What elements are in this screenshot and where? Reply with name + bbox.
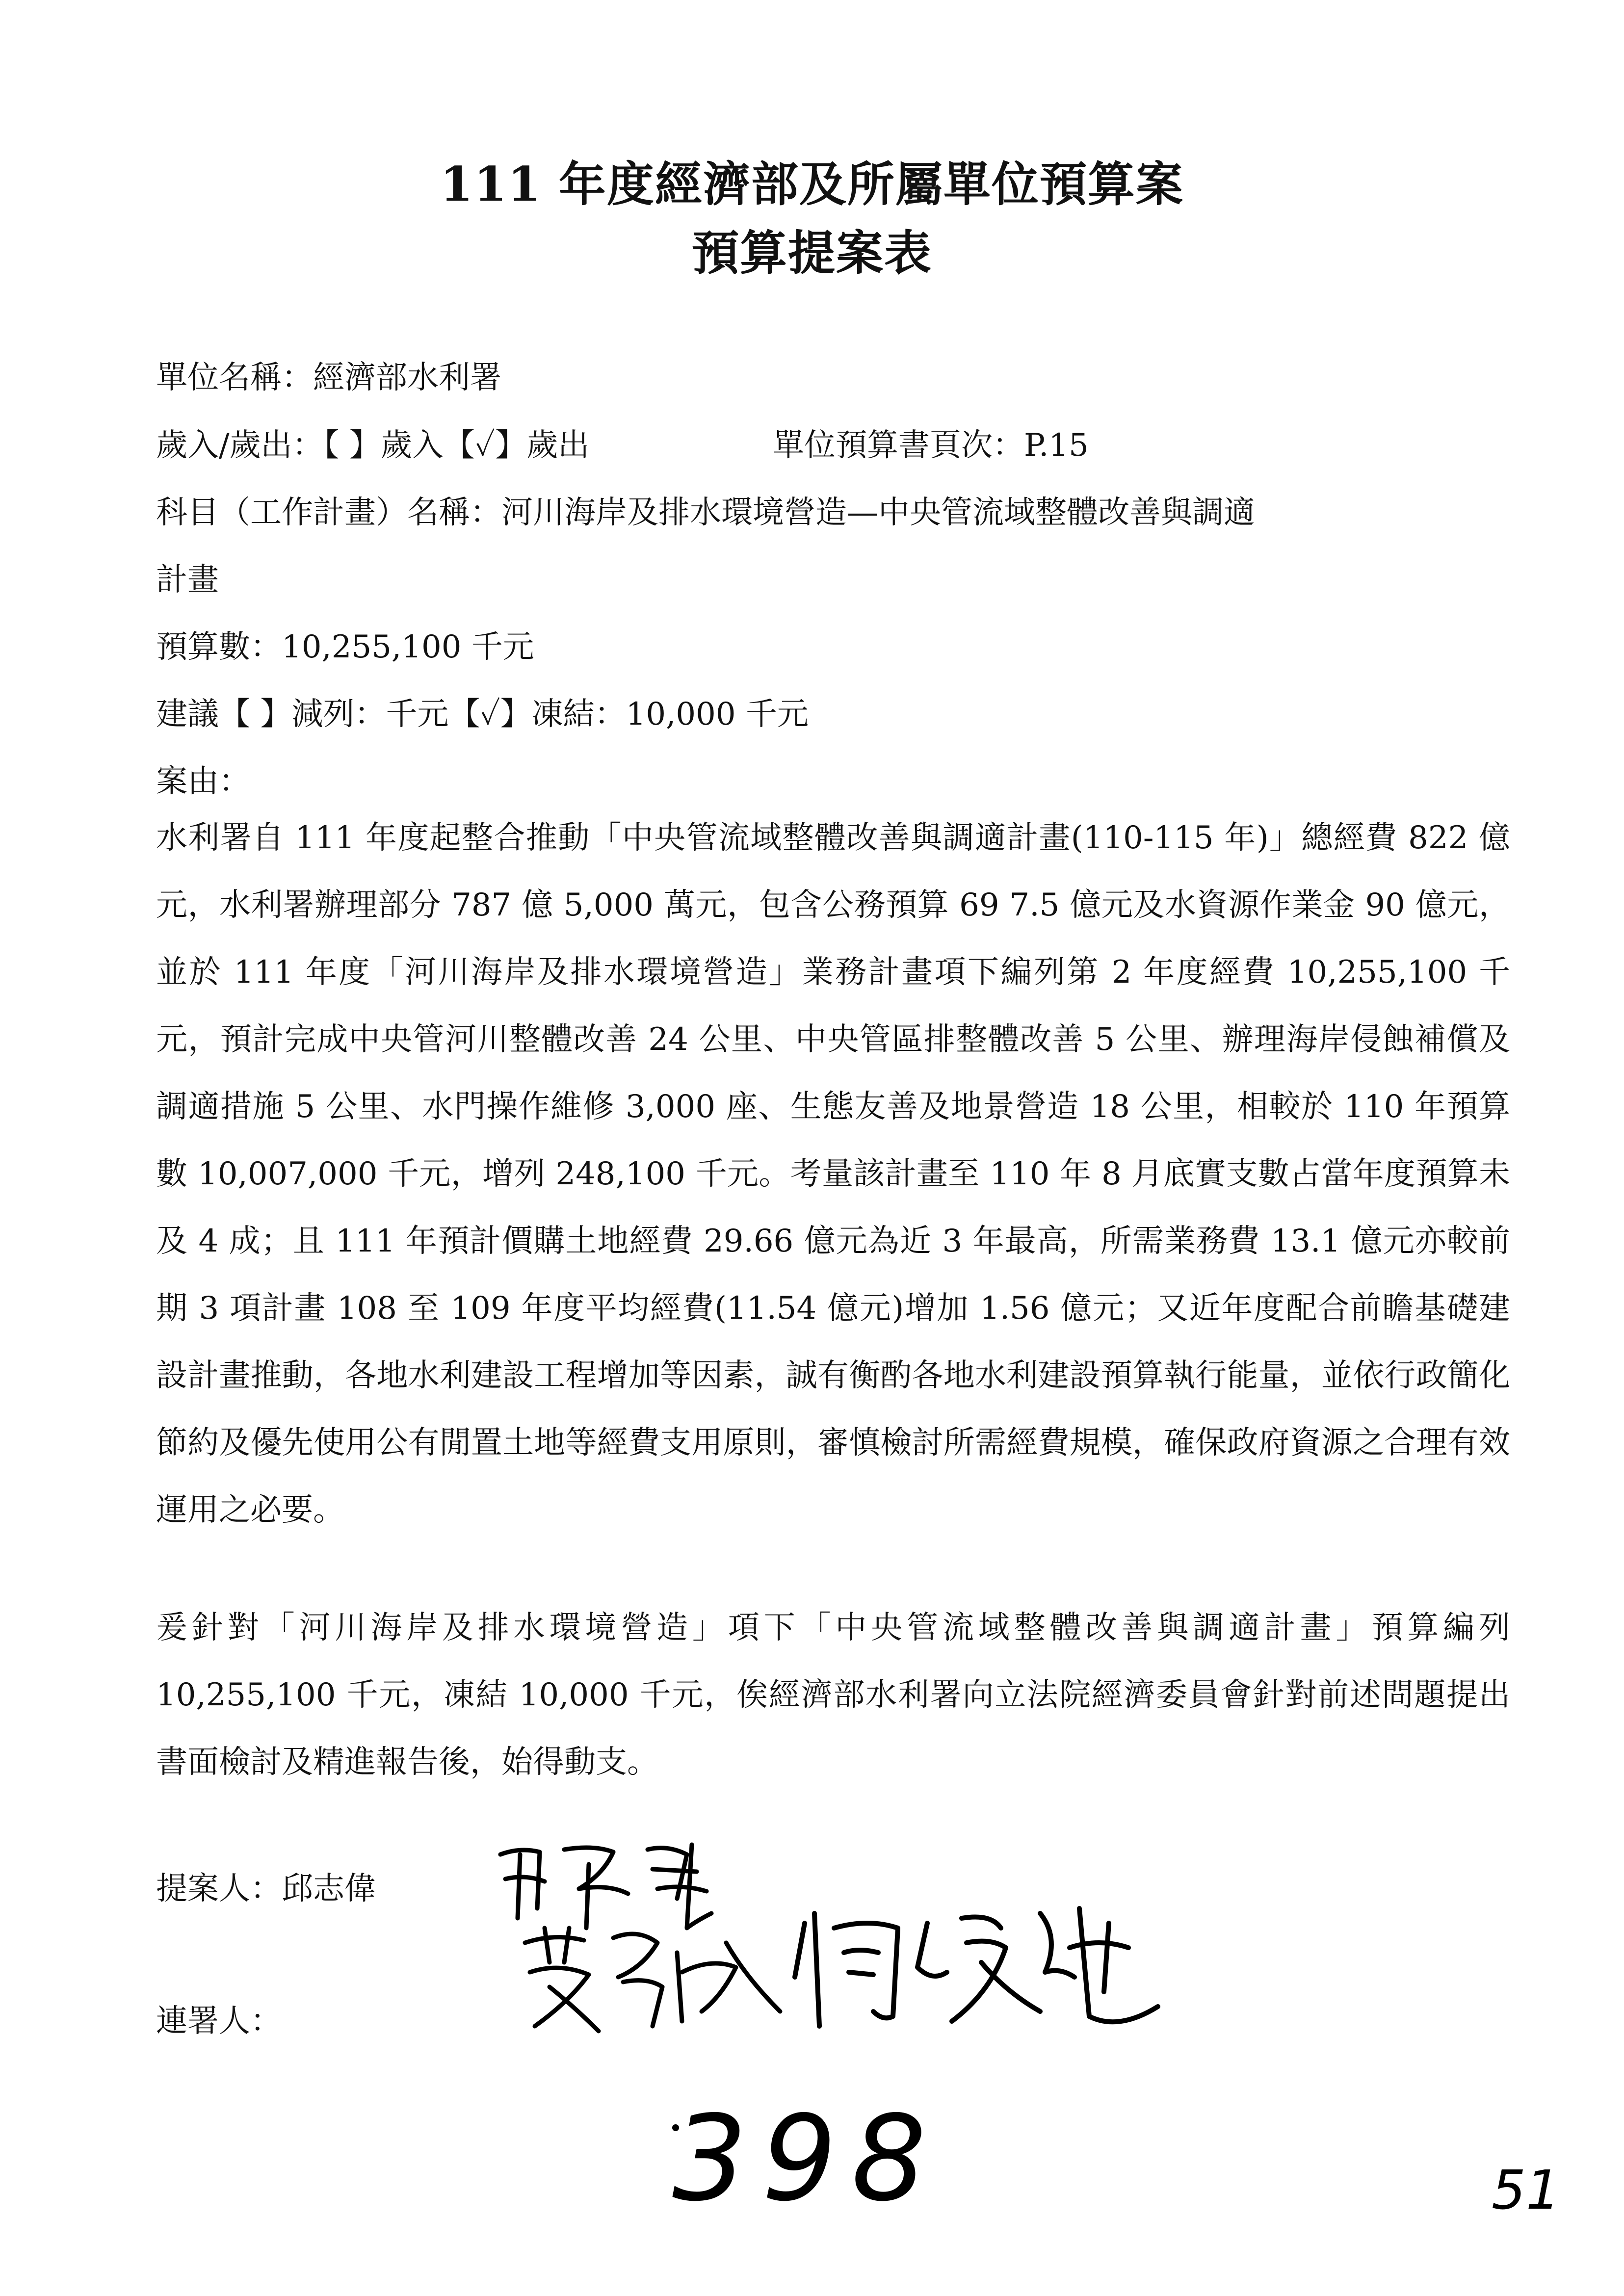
document-title: 111 年度經濟部及所屬單位預算案 [440, 157, 1184, 212]
proposer-label: 提案人：邱志偉 [156, 1871, 376, 1907]
revenue-expense-field: 歲入/歲出：【 】歲入【✓】歲出 [156, 427, 590, 464]
document-subtitle: 預算提案表 [692, 225, 932, 281]
subject-name-field-continued: 計畫 [156, 562, 219, 598]
reason-label: 案由： [156, 763, 250, 800]
cosigner-signature-1 [515, 1913, 790, 2041]
reason-paragraph-2: 爰針對「河川海岸及排水環境營造」項下「中央管流域整體改善與調適計畫」預算編列 10,255,100 千元，凍結 10,000 千元，俟經濟部水利署向立法院經濟委員會針對前述問題提出書面檢討及精進報告後，始得動支。 [156, 1610, 1510, 1780]
subject-name-field: 科目（工作計畫）名稱：河川海岸及排水環境營造—中央管流域整體改善與調適 [156, 495, 1255, 531]
reason-paragraph-1: 水利署自 111 年度起整合推動「中央管流域整體改善與調適計畫(110-115 年)」總經費 822 億元，水利署辦理部分 787 億 5,000 萬元，包含公務預算 69 7.5 億元及水資源作業金 90 億元，並於 111 年度「河川海岸及排水環境營造」業務計畫項下編列第 2 年度經費 10,255,100 千元，預計完成中央管河川整體改善 24 公里、中央管區排整體改善 5 公里、辦理海岸侵蝕補償及調適措施 5 公里、水門操作維修 3,000 座、生態友善及地景營造 18 公里，相較於 110 年預算數 10,007,000 千元，增列 248,100 千元。考量該計畫至 110 年 8 月底實支數占當年度預算未及 4 成；且 111 年預計價購土地經費 29.66 億元為近 3 年最高，所需業務費 13.1 億元亦較前期 3 項計畫 108 至 109 年度平均經費(11.54 億元)增加 1.56 億元；又近年度配合前瞻基礎建設計畫推動，各地水利建設工程增加等因素，誠有衡酌各地水利建設預算執行能量，並依行政簡化節約及優先使用公有閒置土地等經費支用原則，審慎檢討所需經費規模，確保政府資源之合理有效運用之必要。 [156, 820, 1510, 1528]
cosigner-signature-2 [785, 1894, 1168, 2041]
handwritten-stamp-number: 398 [672, 2090, 942, 2227]
budget-amount-field: 預算數：10,255,100 千元 [156, 629, 534, 665]
budget-page-field: 單位預算書頁次：P.15 [773, 427, 1089, 464]
cosigner-label: 連署人： [156, 2003, 282, 2039]
proposal-field: 建議【 】減列：千元【✓】凍結：10,000 千元 [156, 696, 809, 732]
unit-name-field: 單位名稱：經濟部水利署 [156, 360, 501, 396]
handwritten-page-number: 51 [1492, 2159, 1560, 2221]
